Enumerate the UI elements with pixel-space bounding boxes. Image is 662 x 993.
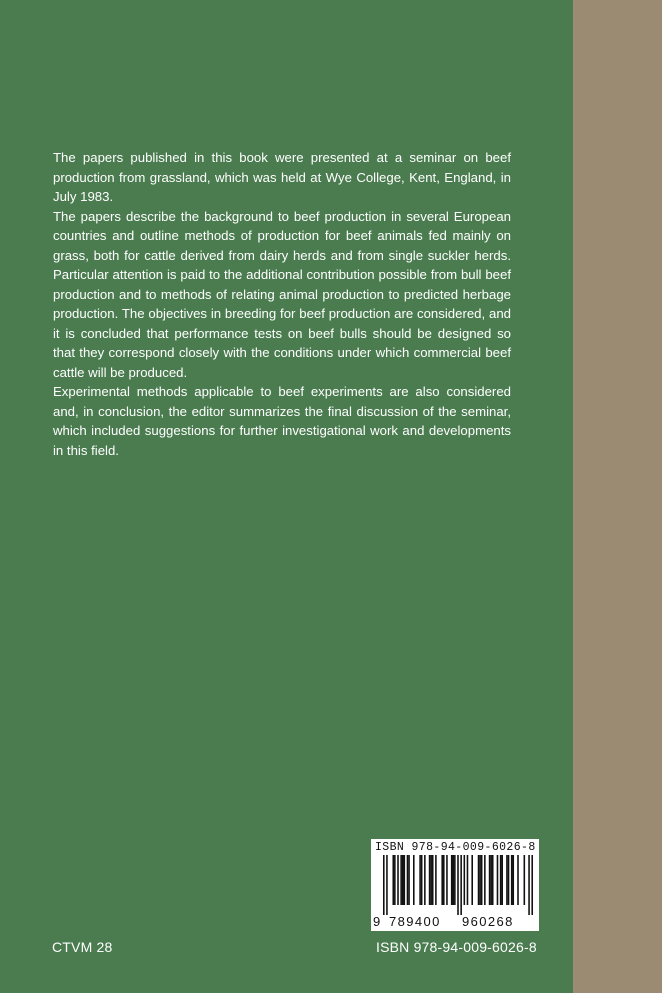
barcode-bar <box>457 855 459 915</box>
barcode-bar <box>446 855 448 905</box>
barcode-bar <box>429 855 431 905</box>
barcode-digit-group-left: 789400 <box>389 914 441 929</box>
blurb-paragraph-2: The papers describe the background to beef production in several European countries and outline methods of production for beef animals fed mainly on grass, both for cattle derived from dairy herds and from single suckler herds. Particular attention is paid to the additional contribution possible from bull beef production and to methods of relating animal production to predicted herbage production. The objectives in breeding for beef production are considered, and it is concluded that performance tests on beef bulls should be designed so that they correspond closely with the conditions under which commercial beef cattle will be produced. <box>53 208 511 380</box>
blurb-paragraph-3: Experimental methods applicable to beef experiments are also considered and, in conclusion, the editor summarizes the final discussion of the seminar, which included suggestions for further investigational work and developments in this field. <box>53 384 511 458</box>
blurb-paragraph-1: The papers published in this book were presented at a seminar on beef production from grassland, which was held at Wye College, Kent, England, in July 1983. <box>53 150 511 204</box>
barcode-bar <box>467 855 469 905</box>
barcode-bar <box>408 855 410 905</box>
barcode-bar <box>441 855 443 905</box>
barcode-bar <box>386 855 388 915</box>
barcode-digit-first: 9 <box>373 914 381 929</box>
barcode-bar <box>402 855 404 905</box>
barcode-bar <box>460 855 462 915</box>
barcode-bar <box>419 855 421 905</box>
barcode-bar <box>528 855 530 915</box>
barcode-bar <box>479 855 481 905</box>
barcode-bar <box>490 855 492 905</box>
barcode-bar <box>517 855 519 905</box>
barcode-bar <box>484 855 486 905</box>
barcode-digit-group-right: 960268 <box>462 914 514 929</box>
barcode-bar <box>464 855 466 905</box>
barcode-bar <box>435 855 437 905</box>
barcode-bar <box>443 855 445 905</box>
barcode-bar <box>508 855 510 905</box>
barcode-bar <box>430 855 432 905</box>
barcode-bar <box>497 855 499 905</box>
barcode-bar <box>392 855 394 905</box>
book-spine <box>573 0 662 993</box>
barcode-bar <box>397 855 399 905</box>
barcode-bar <box>432 855 434 905</box>
barcode-bar <box>501 855 503 905</box>
barcode-bar <box>512 855 514 905</box>
barcode-bar <box>531 855 533 915</box>
barcode-bar <box>524 855 526 905</box>
barcode-bar <box>451 855 453 905</box>
barcode-bar <box>394 855 396 905</box>
barcode-bar <box>492 855 494 905</box>
barcode-bar <box>511 855 513 905</box>
isbn-barcode <box>371 839 539 931</box>
barcode-bar <box>506 855 508 905</box>
barcode-bar <box>478 855 480 905</box>
barcode-bar <box>489 855 491 905</box>
barcode-bar <box>383 855 385 915</box>
barcode-isbn-label: ISBN 978-94-009-6026-8 <box>375 841 536 854</box>
footer-isbn: ISBN 978-94-009-6026-8 <box>376 939 537 955</box>
barcode-bar <box>413 855 415 905</box>
barcode-bar <box>407 855 409 905</box>
barcode-bar <box>424 855 426 905</box>
barcode-bar <box>400 855 402 905</box>
barcode-bars <box>383 855 533 915</box>
series-code: CTVM 28 <box>52 939 113 955</box>
barcode-bar <box>471 855 473 905</box>
barcode-bar <box>452 855 454 905</box>
barcode-bar <box>481 855 483 905</box>
barcode-bar <box>421 855 423 905</box>
barcode-bar <box>404 855 406 905</box>
blurb-text <box>53 148 511 460</box>
barcode-bar <box>500 855 502 905</box>
barcode-bar <box>454 855 456 905</box>
